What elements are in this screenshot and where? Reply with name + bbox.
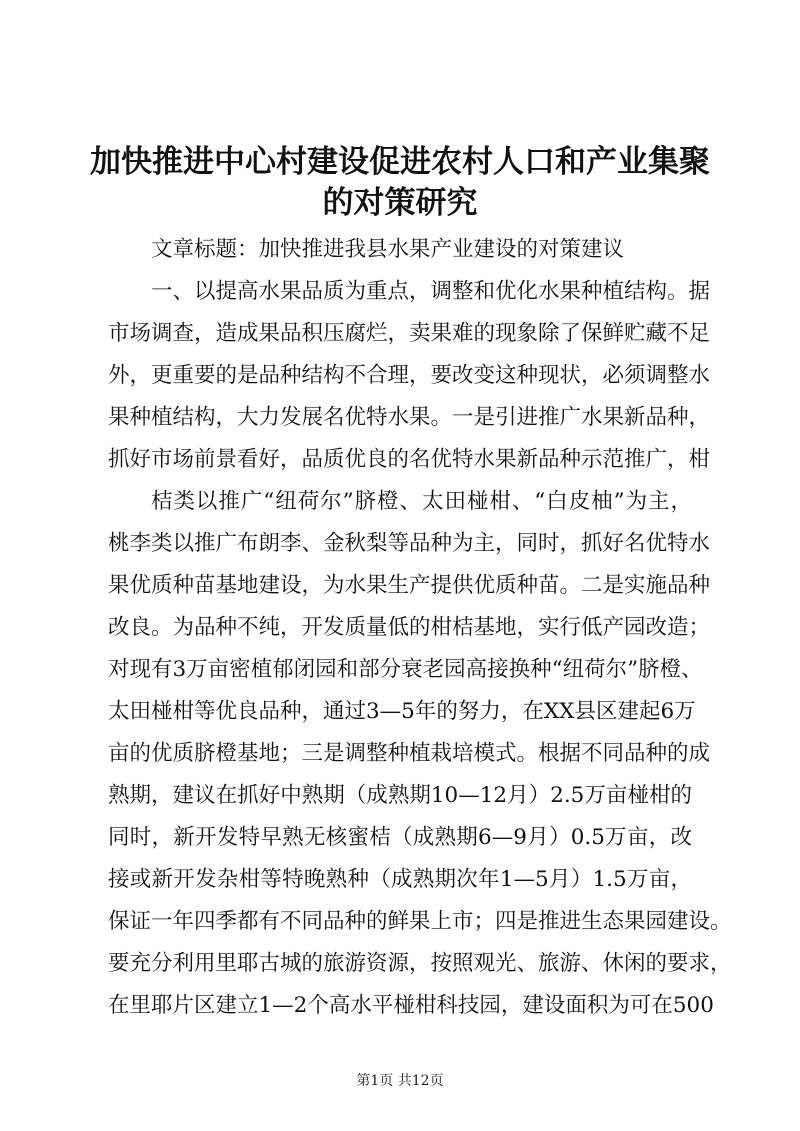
body-text-line: 市场调查，造成果品积压腐烂，卖果难的现象除了保鲜贮藏不足 — [108, 321, 711, 346]
body-text-line: 一、以提高水果品质为重点，调整和优化水果种植结构。据 — [151, 279, 711, 304]
body-text-line: 改良。为品种不纯，开发质量低的柑桔基地，实行低产园改造； — [108, 615, 711, 640]
body-text-line: 保证一年四季都有不同品种的鲜果上市；四是推进生态果园建设。 — [108, 909, 732, 934]
body-text-line: 果优质种苗基地建设，为水果生产提供优质种苗。二是实施品种 — [108, 573, 711, 598]
body-text-line: 接或新开发杂柑等特晚熟种（成熟期次年1—5月）1.5万亩， — [108, 867, 692, 892]
document-page — [0, 142, 800, 1027]
document-title-row-1 — [0, 142, 800, 183]
body-text-line: 抓好市场前景看好，品质优良的名优特水果新品种示范推广，柑 — [108, 447, 711, 472]
document-body — [108, 229, 732, 1027]
body-text-line: 太田椪柑等优良品种，通过3—5年的努力，在XX县区建起6万 — [108, 699, 696, 724]
body-text-line: 外，更重要的是品种结构不合理，要改变这种现状，必须调整水 — [108, 363, 711, 388]
body-text-line: 桔类以推广“纽荷尔”脐橙、太田椪柑、“白皮柚”为主， — [151, 489, 692, 514]
body-text-line: 对现有3万亩密植郁闭园和部分衰老园高接换种“纽荷尔”脐橙、 — [108, 657, 703, 682]
body-text-line: 要充分利用里耶古城的旅游资源，按照观光、旅游、休闲的要求， — [108, 951, 732, 976]
document-title-line-2: 的对策研究 — [322, 185, 478, 221]
body-text-line: 同时，新开发特早熟无核蜜桔（成熟期6—9月）0.5万亩，改 — [108, 825, 692, 850]
page-footer: 第1页 共12页 — [356, 1073, 444, 1089]
body-text-line: 果种植结构，大力发展名优特水果。一是引进推广水果新品种， — [108, 405, 711, 430]
body-text-line: 在里耶片区建立1—2个高水平椪柑科技园，建设面积为可在500 — [108, 993, 714, 1018]
body-text-line: 桃李类以推广布朗李、金秋梨等品种为主，同时，抓好名优特水 — [108, 531, 711, 556]
body-text-line: 熟期，建议在抓好中熟期（成熟期10—12月）2.5万亩椪柑的 — [108, 783, 692, 808]
body-text-line: 文章标题：加快推进我县水果产业建设的对策建议 — [151, 237, 625, 262]
document-title-line-1: 加快推进中心村建设促进农村人口和产业集聚 — [90, 144, 710, 180]
document-title-row-2 — [0, 183, 800, 224]
body-text-line: 亩的优质脐橙基地；三是调整种植栽培模式。根据不同品种的成 — [108, 741, 711, 766]
